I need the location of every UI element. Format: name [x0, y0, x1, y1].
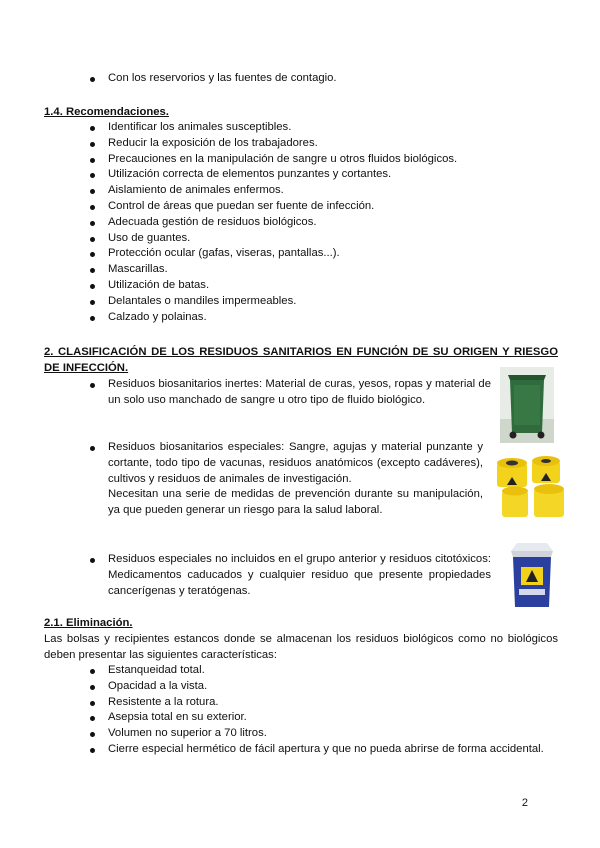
section-2-1-heading: 2.1. Eliminación.: [44, 617, 133, 629]
list-item: Adecuada gestión de residuos biológicos.: [88, 215, 558, 231]
list-item: Estanqueidad total.: [88, 663, 558, 679]
top-bullet-list: [88, 71, 558, 87]
list-item: Calzado y polainas.: [88, 310, 558, 326]
list-item: Con los reservorios y las fuentes de contagio.: [88, 71, 558, 87]
list-item: Control de áreas que puedan ser fuente de infección.: [88, 199, 558, 215]
waste-type-list-3: [88, 552, 491, 599]
list-item: Resistente a la rotura.: [88, 695, 558, 711]
list-item: Residuos especiales no incluidos en el grupo anterior y residuos citotóxicos: Medicamentos caducados y cualquier residuo que presente propiedades cancerígenas y teratógenas.: [88, 552, 491, 599]
list-item: Identificar los animales susceptibles.: [88, 120, 558, 136]
list-item: Asepsia total en su exterior.: [88, 710, 558, 726]
list-item: Utilización correcta de elementos punzantes y cortantes.: [88, 167, 558, 183]
list-item: Opacidad a la vista.: [88, 679, 558, 695]
list-item: Precauciones en la manipulación de sangre u otros fluidos biológicos.: [88, 152, 558, 168]
list-item: [88, 440, 483, 519]
recommendations-list: [88, 120, 558, 325]
list-item: Residuos biosanitarios inertes: Material de curas, yesos, ropas y material de un solo uso manchado de sangre u otro tipo de fluido biológico.: [88, 377, 491, 409]
list-item: Mascarillas.: [88, 262, 558, 278]
section-2-heading: 2. CLASIFICACIÓN DE LOS RESIDUOS SANITARIOS EN FUNCIÓN DE SU ORIGEN Y RIESGO DE INFECCIÓN.: [44, 346, 558, 374]
list-item: Uso de guantes.: [88, 231, 558, 247]
list-item: Cierre especial hermético de fácil apertura y que no pueda abrirse de forma accidental.: [88, 742, 558, 758]
container-requirements-list: [88, 663, 558, 758]
waste-type-list-1: [88, 377, 491, 409]
sharps-containers-image: [494, 455, 568, 521]
list-item: Delantales o mandiles impermeables.: [88, 294, 558, 310]
list-item: Volumen no superior a 70 litros.: [88, 726, 558, 742]
green-waste-bin-image: [500, 367, 554, 443]
page-number: 2: [521, 797, 528, 809]
waste-type-list-2: [88, 440, 483, 519]
section-2-1-intro: Las bolsas y recipientes estancos donde se almacenan los residuos biológicos como no biológicos deben presentar las siguientes características:: [44, 633, 558, 661]
cytotoxic-container-image: [505, 537, 559, 609]
section-1-4-heading: 1.4. Recomendaciones.: [44, 106, 169, 118]
list-item: Aislamiento de animales enfermos.: [88, 183, 558, 199]
list-item-text: Residuos biosanitarios especiales: Sangre, agujas y material punzante y cortante, todo tipo de vacunas, residuos anatómicos (excepto cadáveres), cultivos y residuos de animales de investigación.: [108, 441, 483, 485]
list-item: Protección ocular (gafas, viseras, pantallas...).: [88, 246, 558, 262]
list-item-note: Necesitan una serie de medidas de prevención durante su manipulación, ya que pueden generar un riesgo para la salud laboral.: [108, 488, 483, 517]
list-item: Reducir la exposición de los trabajadores.: [88, 136, 558, 152]
list-item: Utilización de batas.: [88, 278, 558, 294]
